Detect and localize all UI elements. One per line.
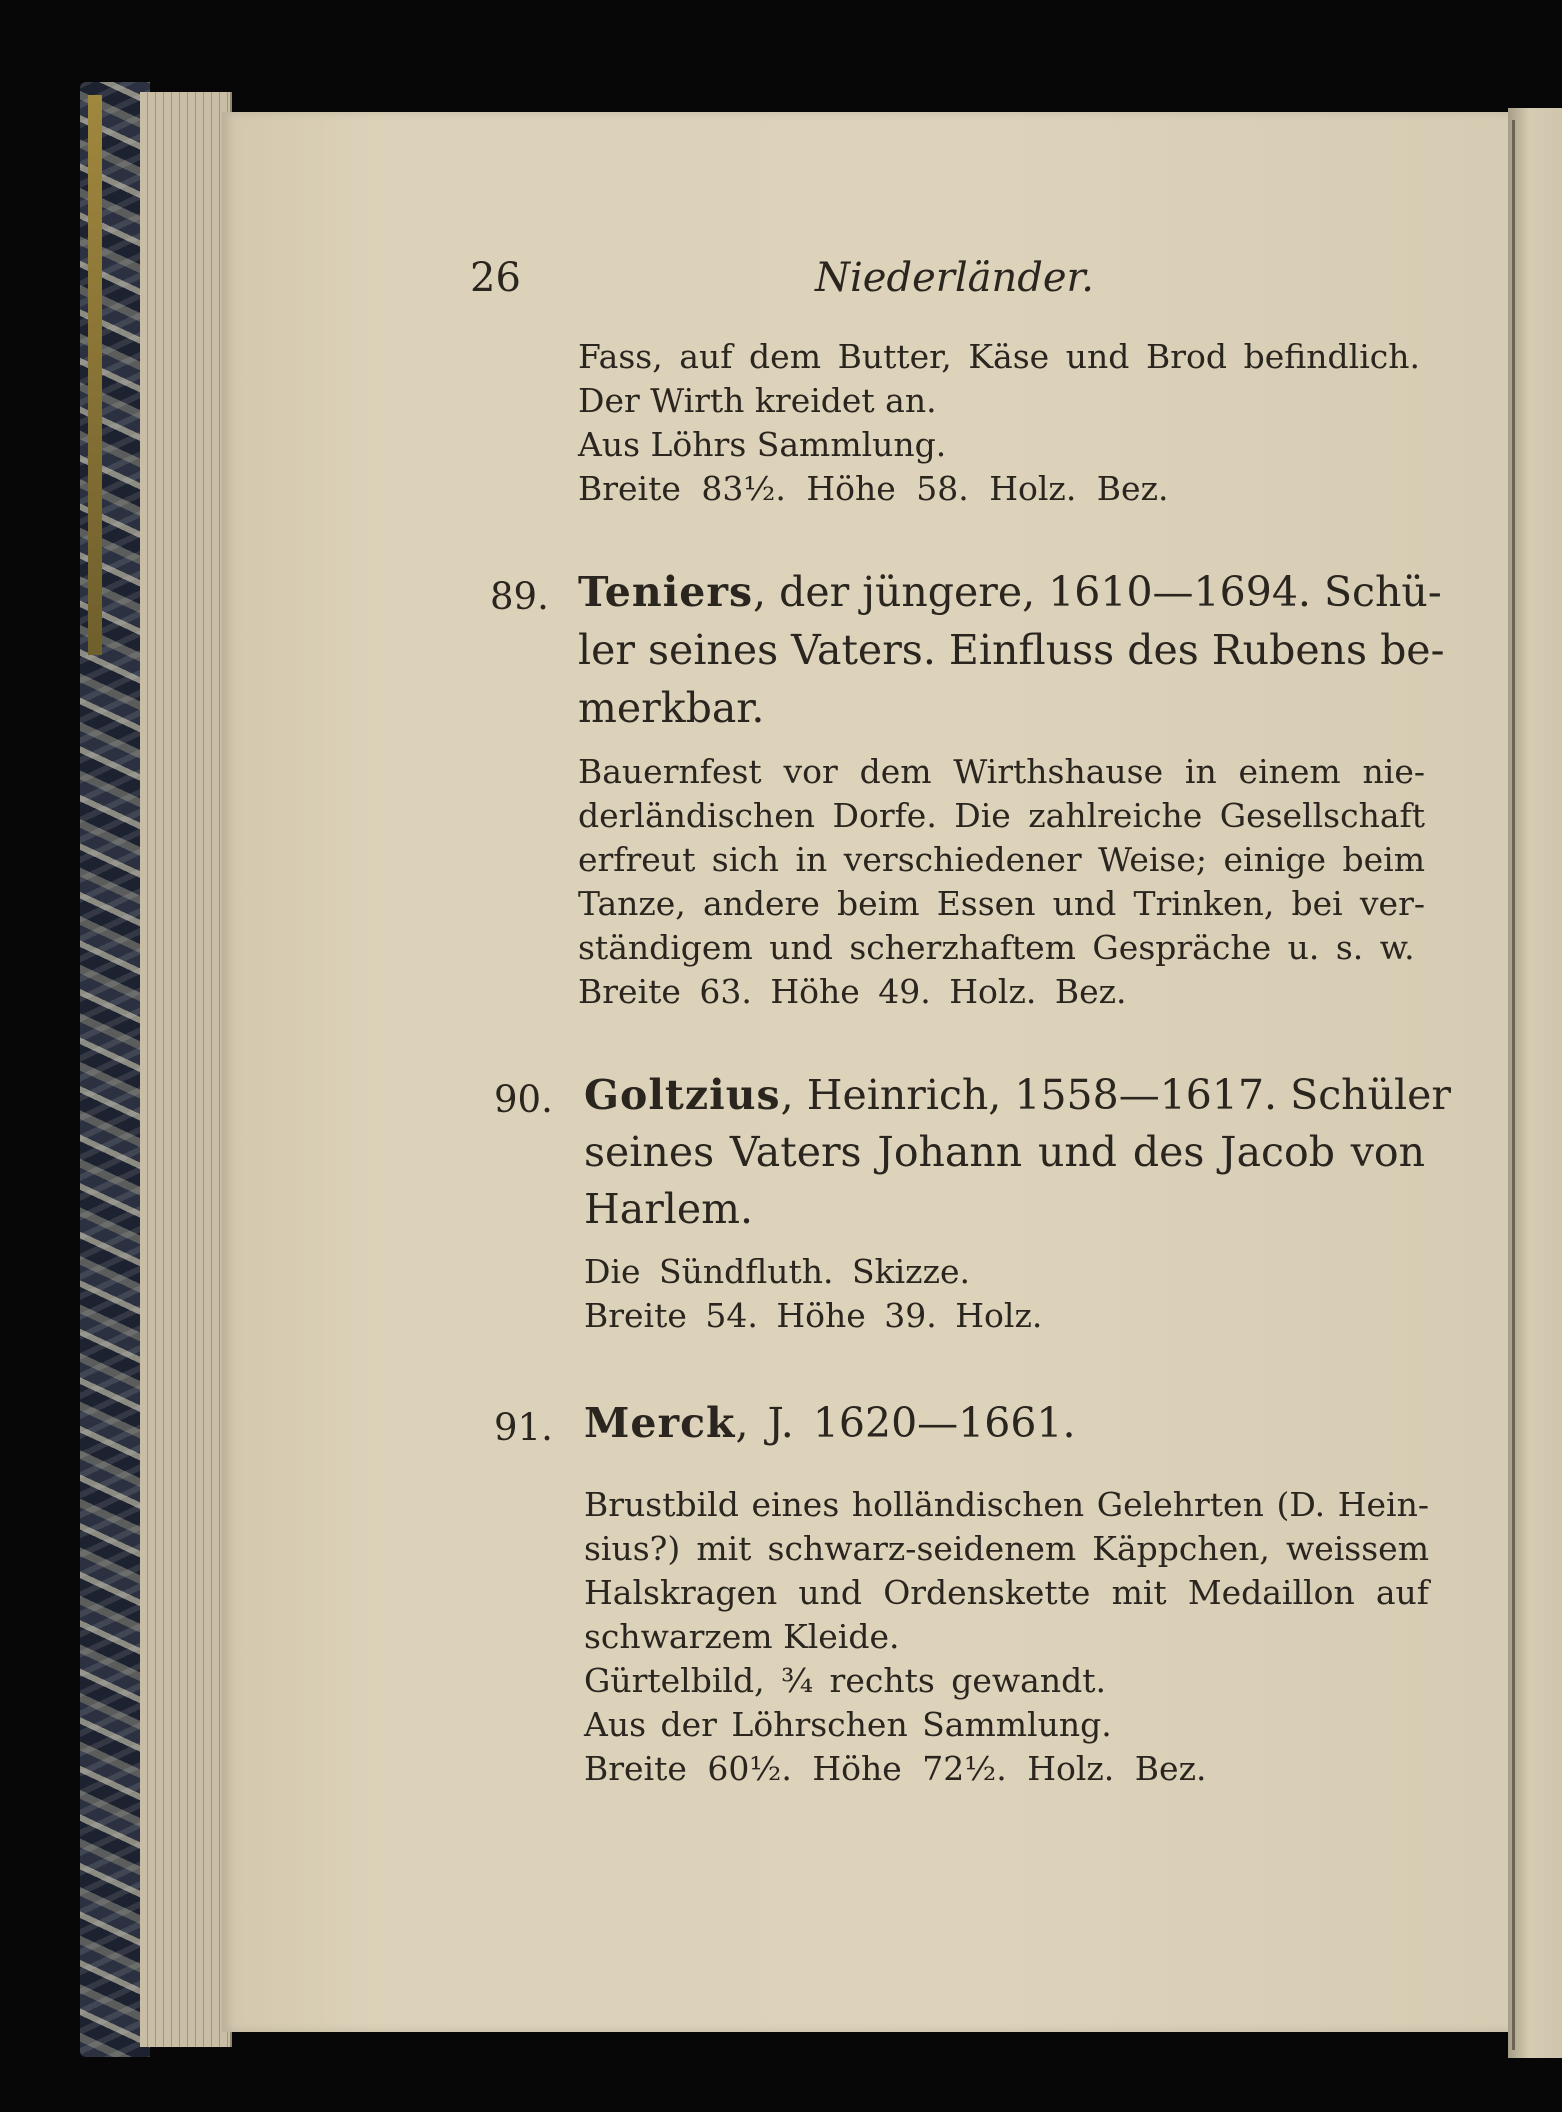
running-title: Niederländer.: [815, 255, 1094, 301]
intro-line: Fass, auf dem Butter, Käse und Brod befindlich.: [578, 337, 1420, 376]
cover-spine-edge: [88, 95, 102, 655]
intro-line: Aus Löhrs Sammlung.: [578, 425, 947, 464]
page-number: 26: [470, 255, 521, 301]
description-line: Aus der Löhrschen Sammlung.: [584, 1705, 1112, 1744]
heading-text: , Heinrich, 1558—1617. Schüler: [780, 1071, 1451, 1119]
intro-line: Breite 83½. Höhe 58. Holz. Bez.: [578, 469, 1169, 508]
description-line: Halskragen und Ordenskette mit Medaillon auf: [584, 1573, 1429, 1612]
description-line: ständigem und scherzhaftem Gespräche u. s. w.: [578, 928, 1415, 967]
description-line: sius?) mit schwarz-seidenem Käppchen, weissem: [584, 1529, 1429, 1568]
page-edges-stack: [140, 92, 232, 2047]
entry-heading-line: [584, 1399, 1076, 1447]
entry-number: 91.: [494, 1406, 553, 1449]
description-line: Bauernfest vor dem Wirthshause in einem nie-: [578, 752, 1425, 791]
description-line: Breite 54. Höhe 39. Holz.: [584, 1296, 1043, 1335]
entry-heading-line: [584, 1071, 1451, 1119]
description-line: schwarzem Kleide.: [584, 1617, 900, 1656]
description-line: Breite 63. Höhe 49. Holz. Bez.: [578, 972, 1127, 1011]
entry-heading-line: [578, 568, 1442, 616]
artist-name: Teniers: [578, 568, 754, 616]
description-line: Gürtelbild, ¾ rechts gewandt.: [584, 1661, 1106, 1700]
description-line: Tanze, andere beim Essen und Trinken, bei ver-: [578, 884, 1425, 923]
artist-name: Goltzius: [584, 1071, 781, 1119]
entry-number: 89.: [490, 575, 549, 618]
description-line: erfreut sich in verschiedener Weise; einige beim: [578, 840, 1425, 879]
description-line: Die Sündfluth. Skizze.: [584, 1252, 970, 1291]
heading-text: , der jüngere, 1610—1694. Schü-: [753, 568, 1442, 616]
entry-heading-line: ler seines Vaters. Einfluss des Rubens be-: [578, 626, 1445, 674]
heading-text: , J. 1620—1661.: [735, 1399, 1076, 1447]
description-line: Breite 60½. Höhe 72½. Holz. Bez.: [584, 1749, 1207, 1788]
intro-line: Der Wirth kreidet an.: [578, 381, 937, 420]
entry-heading-line: merkbar.: [578, 684, 765, 732]
entry-heading-line: seines Vaters Johann und des Jacob von: [584, 1128, 1425, 1176]
facing-page-edge: [1508, 108, 1562, 2058]
description-line: derländischen Dorfe. Die zahlreiche Gesellschaft: [578, 796, 1425, 835]
book-gutter: [1512, 120, 1515, 2050]
entry-number: 90.: [494, 1078, 553, 1121]
description-line: Brustbild eines holländischen Gelehrten (D. Hein-: [584, 1485, 1429, 1524]
entry-heading-line: Harlem.: [584, 1185, 754, 1233]
artist-name: Merck: [584, 1399, 736, 1447]
